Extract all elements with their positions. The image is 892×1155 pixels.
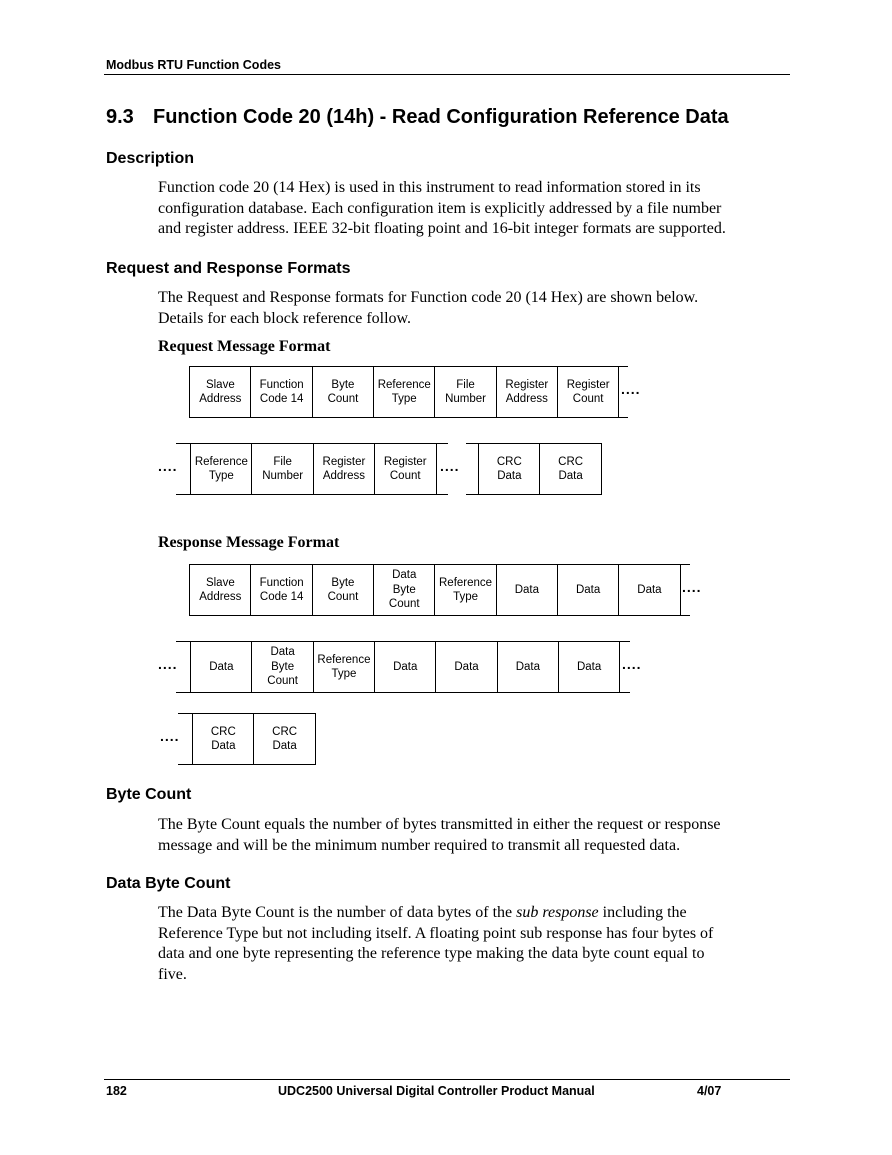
field-cell: [557, 564, 620, 616]
field-label: Register Count: [383, 455, 427, 482]
footer-date: 4/07: [697, 1084, 722, 1098]
field-label: Data Byte Count: [267, 646, 298, 688]
text-run: including the: [598, 904, 687, 921]
field-label: Reference Type: [439, 576, 493, 603]
field-label: Data: [454, 660, 479, 673]
continuation-dots: ....: [158, 656, 178, 672]
emphasis-sub-response: sub response: [516, 904, 599, 921]
field-label: Data: [515, 660, 540, 673]
field-label: Data: [576, 660, 602, 673]
field-label: Function Code 14: [259, 576, 304, 603]
field-label: CRC Data: [496, 455, 522, 482]
field-label: Reference Type: [194, 455, 248, 482]
field-cell: [374, 443, 437, 495]
field-label: Slave Address: [199, 576, 242, 603]
formats-heading: Request and Response Formats: [106, 260, 351, 277]
field-cell: [557, 366, 620, 418]
byte-count-paragraph: [158, 815, 790, 856]
field-label: Byte Count: [327, 378, 359, 405]
formats-line: The Request and Response formats for Function code 20 (14 Hex) are shown below.: [158, 289, 699, 306]
field-label: Reference Type: [377, 378, 431, 405]
field-cell: [192, 713, 255, 765]
field-cell: [434, 564, 497, 616]
footer-rule: [104, 1079, 790, 1080]
field-cell: [478, 443, 541, 495]
footer-manual-title: UDC2500 Universal Digital Controller Product Manual: [278, 1084, 595, 1098]
field-cell: [497, 641, 560, 693]
field-label: Data: [637, 583, 662, 596]
field-cell: [250, 366, 313, 418]
byte-count-line: The Byte Count equals the number of bytes transmitted in either the request or response: [158, 816, 721, 833]
field-cell: [251, 641, 314, 693]
data-byte-count-line: five.: [158, 965, 187, 983]
field-label: Data Byte Count: [388, 569, 420, 611]
field-label: CRC Data: [210, 725, 236, 752]
field-cell: [618, 564, 681, 616]
request-format-label: Request Message Format: [158, 338, 331, 355]
field-label: File Number: [445, 378, 486, 405]
byte-count-line: message and will be the minimum number required to transmit all requested data.: [158, 836, 681, 854]
continuation-dots: ....: [622, 656, 642, 672]
description-line: and register address. IEEE 32-bit floating point and 16-bit integer formats are supported.: [158, 220, 726, 237]
data-byte-count-line: [158, 903, 790, 924]
continuation-dots: ....: [158, 458, 178, 474]
field-cell: [539, 443, 602, 495]
field-cell: [313, 641, 376, 693]
field-label: Data: [209, 660, 234, 673]
field-cell: [251, 443, 314, 495]
field-cell: [189, 366, 252, 418]
description-line: Function code 20 (14 Hex) is used in this instrument to read information stored in its: [158, 179, 701, 196]
field-label: Data: [393, 660, 418, 673]
field-cell: [434, 366, 497, 418]
field-label: Register Address: [322, 455, 366, 482]
field-cell: [496, 366, 559, 418]
field-cell: [190, 443, 253, 495]
field-label: CRC Data: [272, 725, 298, 752]
section-title-text: Function Code 20 (14h) - Read Configuration Reference Data: [153, 106, 729, 128]
field-cell: [373, 564, 436, 616]
continuation-dots: ....: [621, 381, 641, 397]
field-label: Register Address: [505, 378, 549, 405]
field-label: Reference Type: [317, 653, 371, 680]
field-cell: [190, 641, 253, 693]
formats-line: Details for each block reference follow.: [158, 309, 412, 327]
field-cell: [313, 443, 376, 495]
field-cell: [312, 564, 375, 616]
byte-count-heading: Byte Count: [106, 786, 192, 803]
field-cell: [373, 366, 436, 418]
response-format-label: Response Message Format: [158, 534, 340, 551]
field-cell: [374, 641, 437, 693]
section-number: 9.3: [106, 106, 134, 128]
running-header: Modbus RTU Function Codes: [106, 58, 281, 72]
field-label: Byte Count: [327, 576, 359, 603]
continuation-dots: ....: [160, 728, 180, 744]
field-cell: [496, 564, 559, 616]
field-label: CRC Data: [558, 455, 584, 482]
data-byte-count-paragraph: [158, 903, 790, 985]
field-label: Slave Address: [199, 378, 242, 405]
footer-page-number: 182: [106, 1084, 127, 1098]
text-run: The Data Byte Count is the number of data bytes of the: [158, 904, 517, 921]
description-line: configuration database. Each configuration item is explicitly addressed by a file number: [158, 199, 722, 217]
description-heading: Description: [106, 150, 195, 167]
formats-paragraph: [158, 288, 790, 329]
field-cell: [253, 713, 316, 765]
field-cell: [435, 641, 498, 693]
field-cell: [312, 366, 375, 418]
field-cell: [250, 564, 313, 616]
field-label: File Number: [262, 455, 304, 482]
field-label: Data: [514, 583, 539, 596]
data-byte-count-line: Reference Type but not including itself. A floating point sub response has four bytes of: [158, 924, 714, 942]
field-label: Register Count: [566, 378, 610, 405]
continuation-dots: ....: [682, 579, 702, 595]
description-paragraph: [158, 178, 790, 240]
data-byte-count-line: data and one byte representing the reference type making the data byte count equal to: [158, 945, 705, 962]
header-rule: [104, 74, 790, 75]
field-label: Function Code 14: [259, 378, 304, 405]
field-cell: [558, 641, 621, 693]
field-label: Data: [575, 583, 601, 596]
data-byte-count-heading: Data Byte Count: [106, 875, 231, 892]
continuation-dots: ....: [440, 458, 460, 474]
field-cell: [189, 564, 252, 616]
section-title: [106, 106, 729, 129]
